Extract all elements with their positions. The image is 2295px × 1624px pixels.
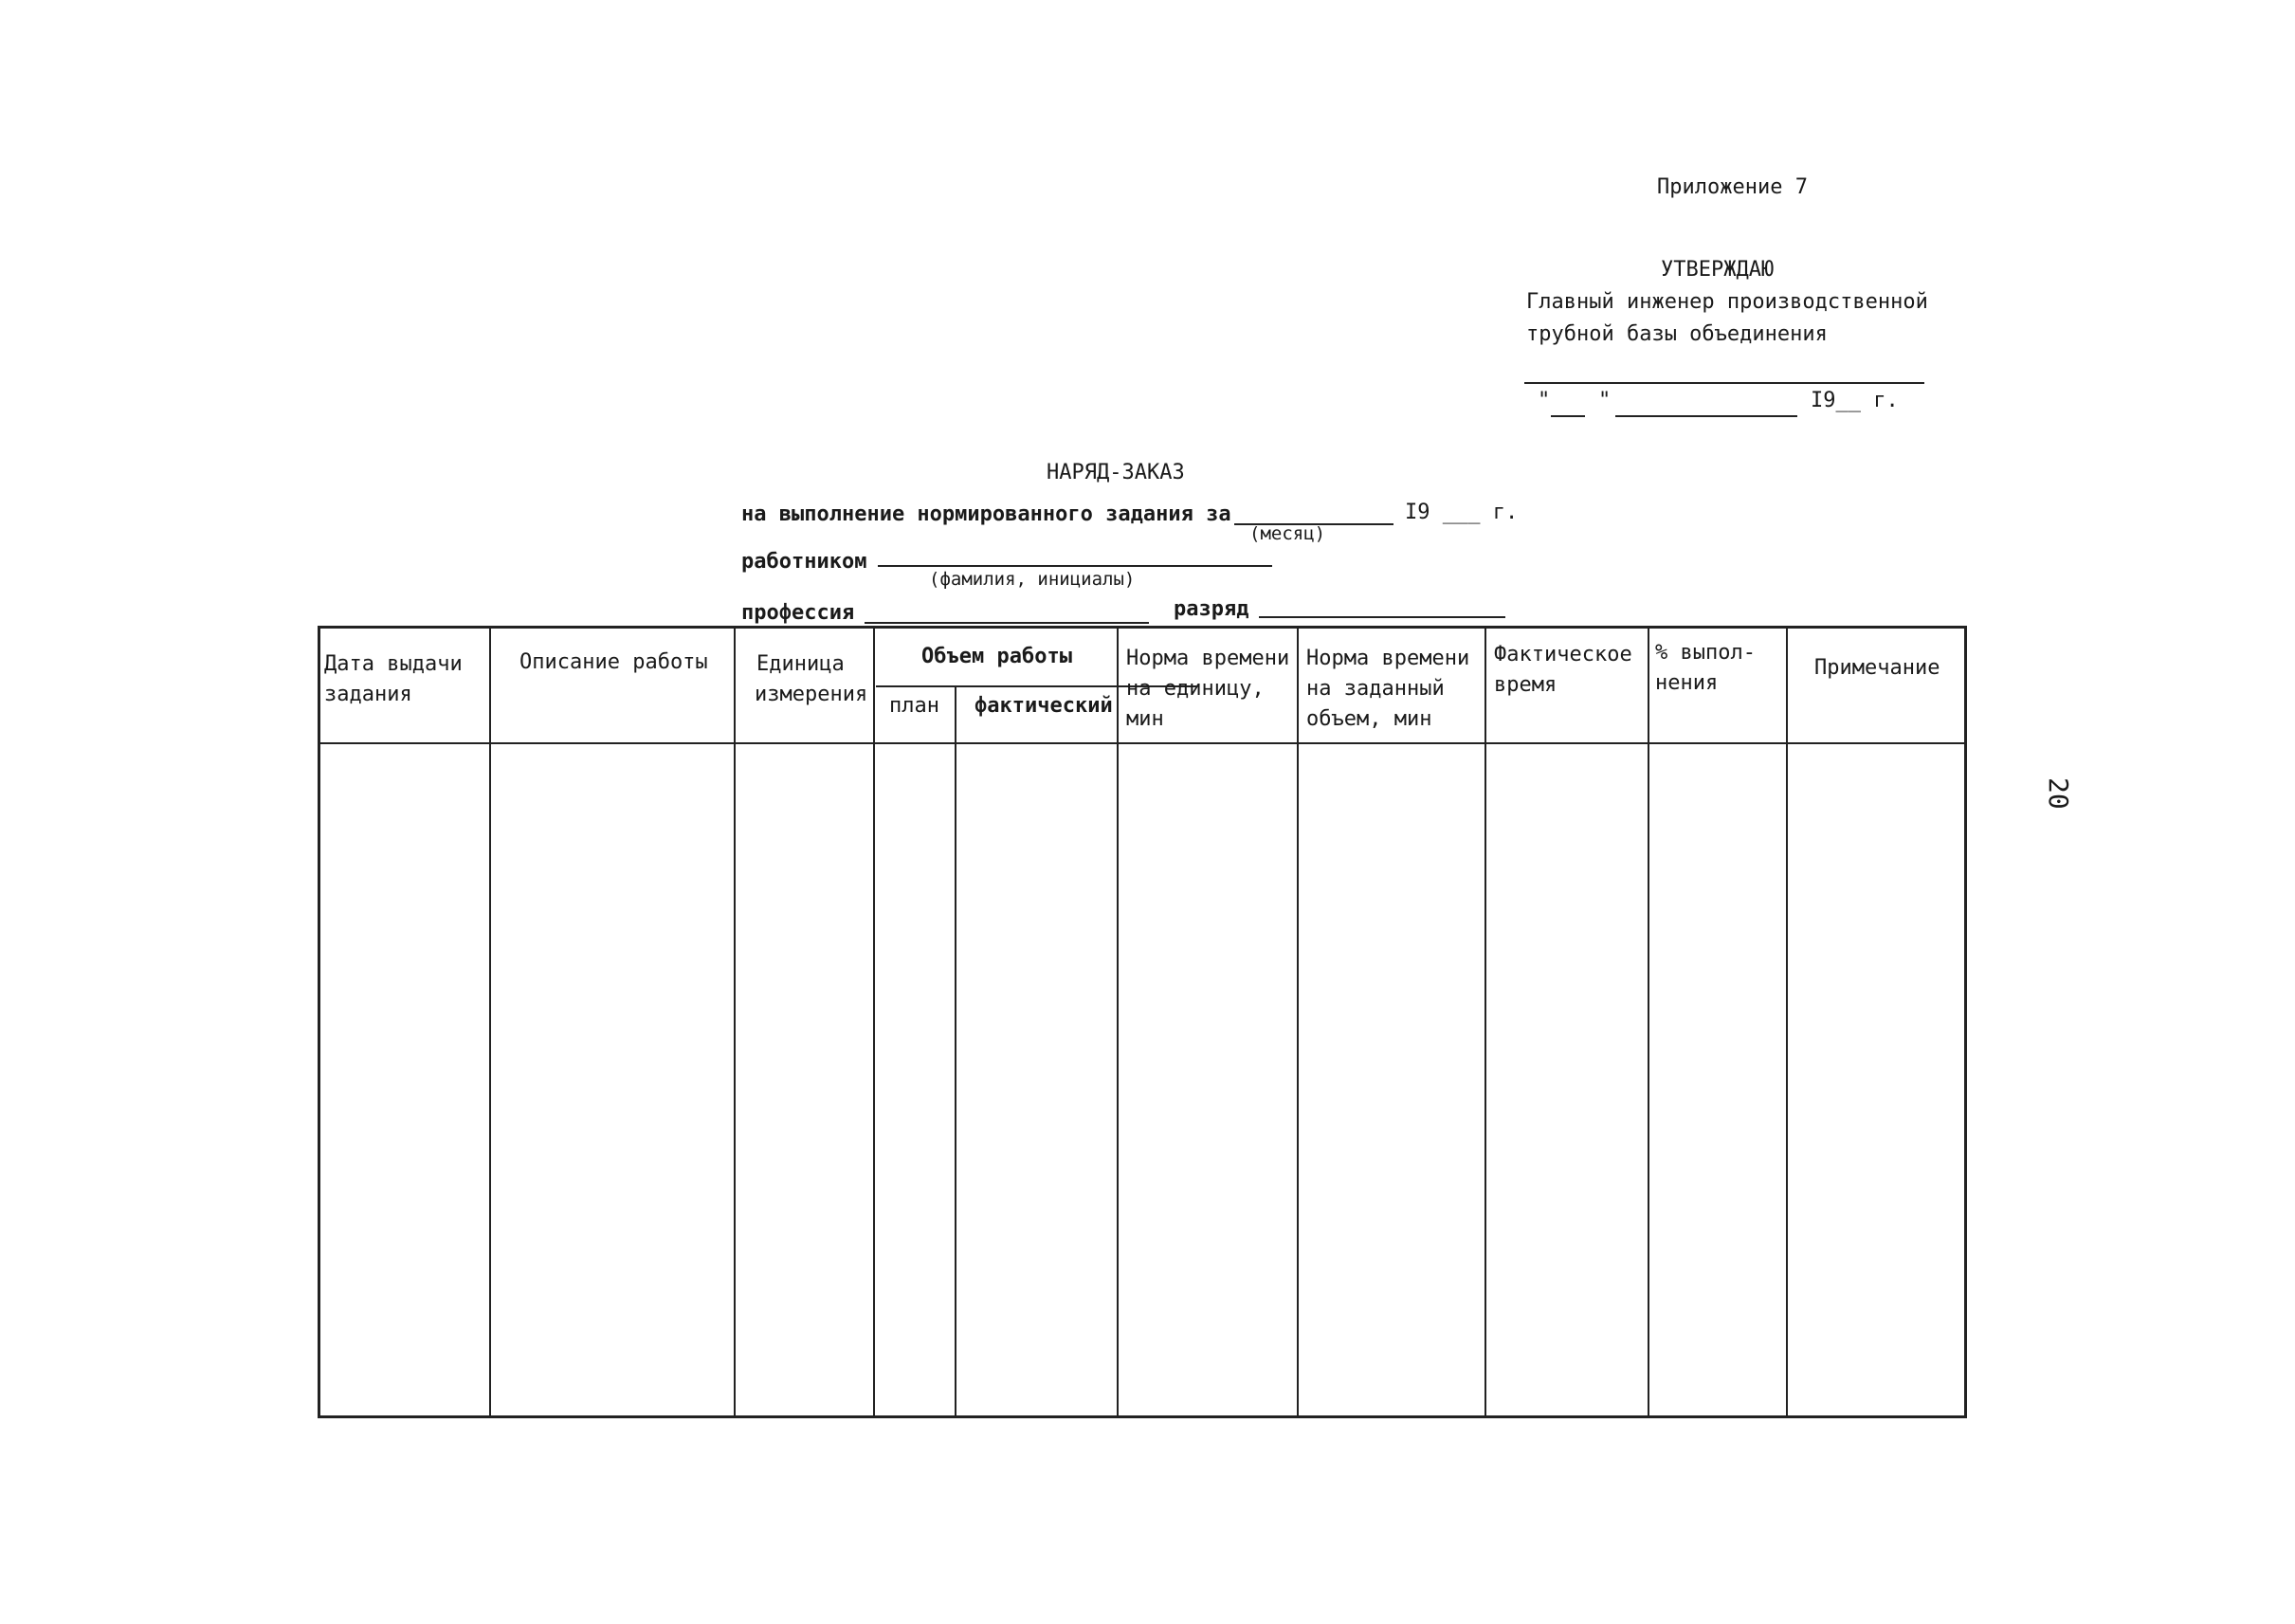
col-divider (873, 629, 875, 1415)
header-norm-total-line2: на заданный (1306, 677, 1445, 701)
col-divider (1117, 629, 1119, 1415)
header-plan: план (889, 694, 939, 718)
col-divider (734, 629, 736, 1415)
grade-field-line (1259, 616, 1505, 618)
profession-label: профессия (741, 601, 855, 625)
col-divider (489, 629, 491, 1415)
form-title: НАРЯД-ЗАКАЗ (1047, 461, 1185, 484)
header-note: Примечание (1814, 656, 1940, 680)
date-year: I9__ г. (1811, 389, 1899, 412)
form-line1-year: I9 ___ г. (1405, 501, 1519, 524)
profession-field-line (865, 622, 1149, 624)
header-actual-time-line1: Фактическое (1494, 643, 1632, 666)
date-month-line (1615, 415, 1797, 417)
worker-hint: (фамилия, инициалы) (929, 569, 1136, 590)
header-description: Описание работы (519, 650, 708, 674)
page-number: 20 (2043, 777, 2074, 810)
header-percent-line2: нения (1655, 671, 1719, 695)
header-unit-line1: Единица (756, 652, 845, 676)
col-divider (1648, 629, 1649, 1415)
header-actual-time-line2: время (1494, 673, 1557, 697)
header-norm-total-line3: объем, мин (1306, 707, 1432, 731)
worker-label: работником (741, 550, 867, 574)
col-divider (955, 685, 956, 1415)
appendix-label: Приложение 7 (1657, 175, 1808, 199)
header-unit-line2: измерения (755, 683, 868, 706)
month-hint: (месяц) (1249, 523, 1326, 544)
header-separator (320, 742, 1964, 744)
date-day-line (1551, 415, 1585, 417)
grade-label: разряд (1174, 597, 1249, 621)
header-norm-unit-line2: на единицу, (1126, 677, 1265, 701)
header-date-line2: задания (324, 683, 412, 706)
col-divider (1297, 629, 1299, 1415)
approval-position-line1: Главный инженер производственной (1526, 290, 1928, 314)
approval-position-line2: трубной базы объединения (1526, 322, 1828, 346)
header-norm-total-line1: Норма времени (1306, 647, 1470, 670)
form-line1-text: на выполнение нормированного задания за (741, 502, 1231, 526)
header-norm-unit-line3: мин (1126, 707, 1164, 731)
approval-title: УТВЕРЖДАЮ (1661, 258, 1775, 282)
date-quote-close: " (1598, 389, 1612, 412)
date-quote-open: " (1538, 389, 1551, 412)
header-date-line1: Дата выдачи (324, 652, 463, 676)
col-divider (1786, 629, 1788, 1415)
header-actual: фактический (974, 694, 1113, 718)
col-divider (1484, 629, 1486, 1415)
work-order-table (318, 626, 1967, 1418)
signature-line (1524, 382, 1924, 384)
header-percent-line1: % выпол- (1655, 641, 1756, 665)
worker-field-line (878, 565, 1272, 567)
header-norm-unit-line1: Норма времени (1126, 647, 1290, 670)
header-volume: Объем работы (921, 645, 1072, 668)
